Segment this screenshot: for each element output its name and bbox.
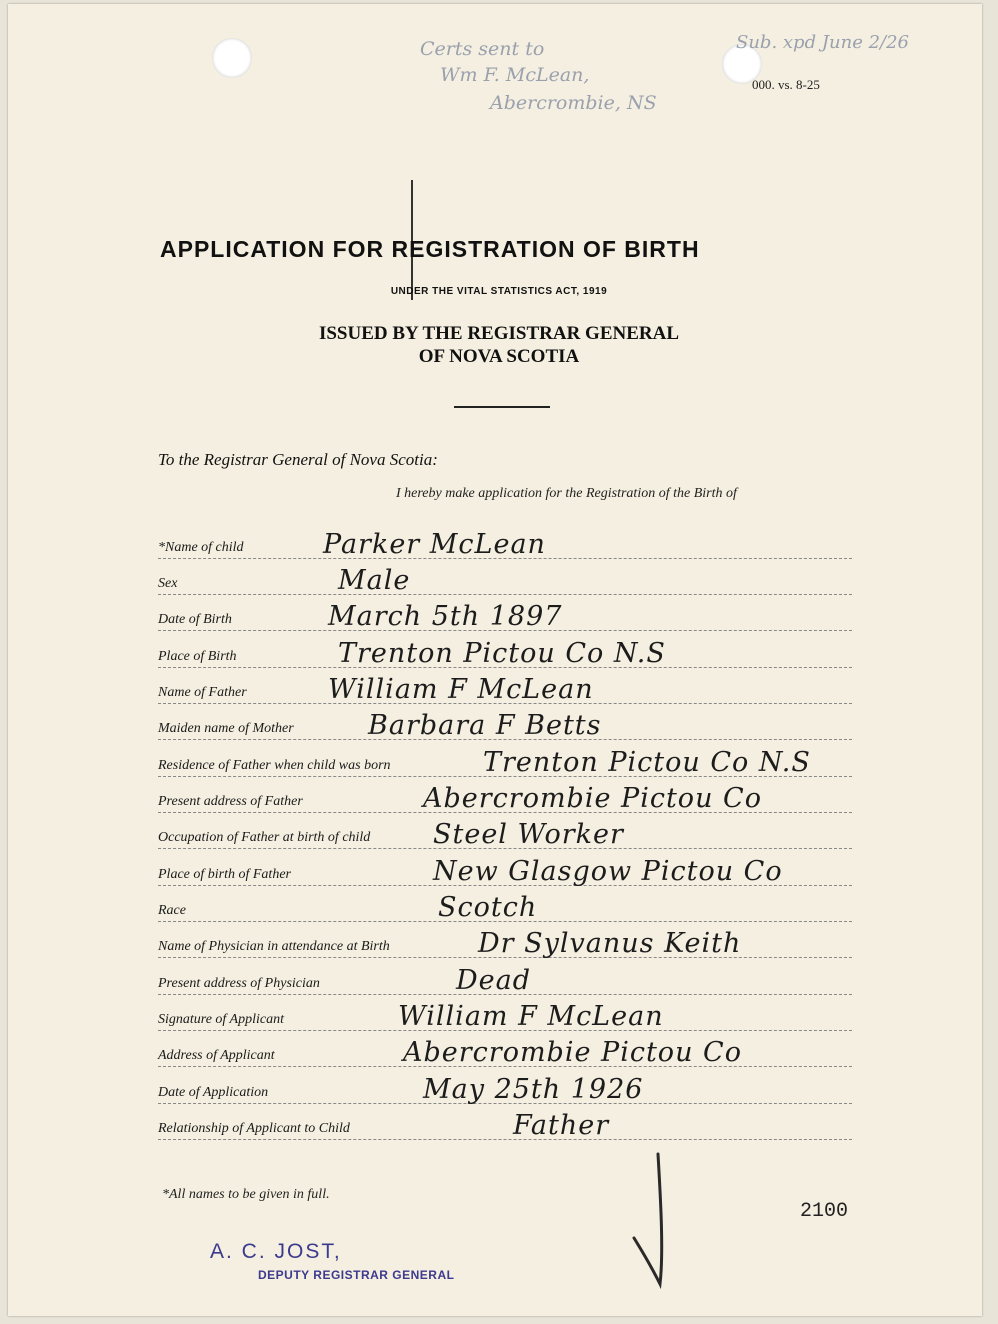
field-row: [158, 812, 852, 849]
field-value: Dead: [456, 965, 532, 996]
field-value: May 25th 1926: [423, 1074, 644, 1105]
field-label: Occupation of Father at birth of child: [158, 830, 373, 846]
field-label: Present address of Physician: [158, 976, 323, 992]
field-label: Signature of Applicant: [158, 1012, 287, 1028]
field-label: Name of Physician in attendance at Birth: [158, 939, 393, 955]
field-value: Parker McLean: [323, 529, 546, 560]
field-row: [158, 558, 852, 595]
field-label: *Name of child: [158, 540, 247, 556]
field-row: [158, 667, 852, 704]
field-value: Trenton Pictou Co N.S: [338, 638, 666, 669]
application-statement: I hereby make application for the Registration of the Birth of: [396, 486, 737, 501]
field-row: [158, 703, 852, 740]
field-row: [158, 958, 852, 995]
field-value: William F McLean: [328, 674, 594, 705]
document-title: APPLICATION FOR REGISTRATION OF BIRTH: [160, 236, 700, 262]
field-row: [158, 1103, 852, 1140]
pencil-note-line: Wm F. McLean,: [440, 64, 590, 86]
pencil-note-line: Sub. xpd June 2/26: [736, 32, 910, 53]
field-label: Race: [158, 903, 189, 919]
field-label: Date of Application: [158, 1085, 271, 1101]
field-row: [158, 885, 852, 922]
field-value: Steel Worker: [433, 819, 624, 850]
field-row: [158, 776, 852, 813]
act-subtitle: UNDER THE VITAL STATISTICS ACT, 1919: [390, 286, 608, 297]
field-label: Name of Father: [158, 685, 250, 701]
field-value: Dr Sylvanus Keith: [478, 928, 742, 959]
issuer-block: [0, 322, 998, 368]
field-row: [158, 740, 852, 777]
field-value: Scotch: [438, 892, 538, 923]
field-row: [158, 1030, 852, 1067]
form-number: 000. vs. 8-25: [752, 77, 820, 92]
field-label: Relationship of Applicant to Child: [158, 1121, 353, 1137]
field-label: Date of Birth: [158, 612, 235, 628]
field-row: [158, 994, 852, 1031]
field-label: Place of Birth: [158, 649, 240, 665]
field-row: [158, 1067, 852, 1104]
field-label: Sex: [158, 576, 180, 592]
check-mark-icon: [630, 1150, 690, 1290]
field-label: Residence of Father when child was born: [158, 758, 394, 774]
field-value: Abercrombie Pictou Co: [403, 1037, 742, 1068]
field-value: Trenton Pictou Co N.S: [483, 747, 811, 778]
field-label: Address of Applicant: [158, 1048, 278, 1064]
field-value: Male: [338, 565, 411, 596]
registrar-stamp-title: DEPUTY REGISTRAR GENERAL: [258, 1268, 455, 1282]
field-value: Barbara F Betts: [368, 710, 602, 741]
divider: [454, 406, 550, 408]
field-row: [158, 921, 852, 958]
issuer-line: OF NOVA SCOTIA: [418, 346, 580, 367]
field-value: William F McLean: [398, 1001, 664, 1032]
field-value: Abercrombie Pictou Co: [423, 783, 762, 814]
field-label: Present address of Father: [158, 794, 306, 810]
registration-number: 2100: [800, 1200, 849, 1223]
issuer-line: ISSUED BY THE REGISTRAR GENERAL: [318, 323, 680, 344]
field-value: March 5th 1897: [328, 601, 563, 632]
addressee: To the Registrar General of Nova Scotia:: [158, 450, 438, 469]
punch-hole: [212, 38, 252, 78]
field-row: [158, 631, 852, 668]
field-value: Father: [513, 1110, 610, 1141]
field-label: Maiden name of Mother: [158, 721, 297, 737]
field-value: New Glasgow Pictou Co: [433, 856, 783, 887]
field-row: [158, 849, 852, 886]
footnote: *All names to be given in full.: [162, 1187, 330, 1202]
field-row: [158, 522, 852, 559]
pencil-note-line: Abercrombie, NS: [490, 92, 657, 114]
registrar-stamp-name: A. C. JOST,: [210, 1240, 342, 1263]
field-label: Place of birth of Father: [158, 867, 294, 883]
pencil-note-line: Certs sent to: [420, 38, 545, 60]
field-row: [158, 594, 852, 631]
